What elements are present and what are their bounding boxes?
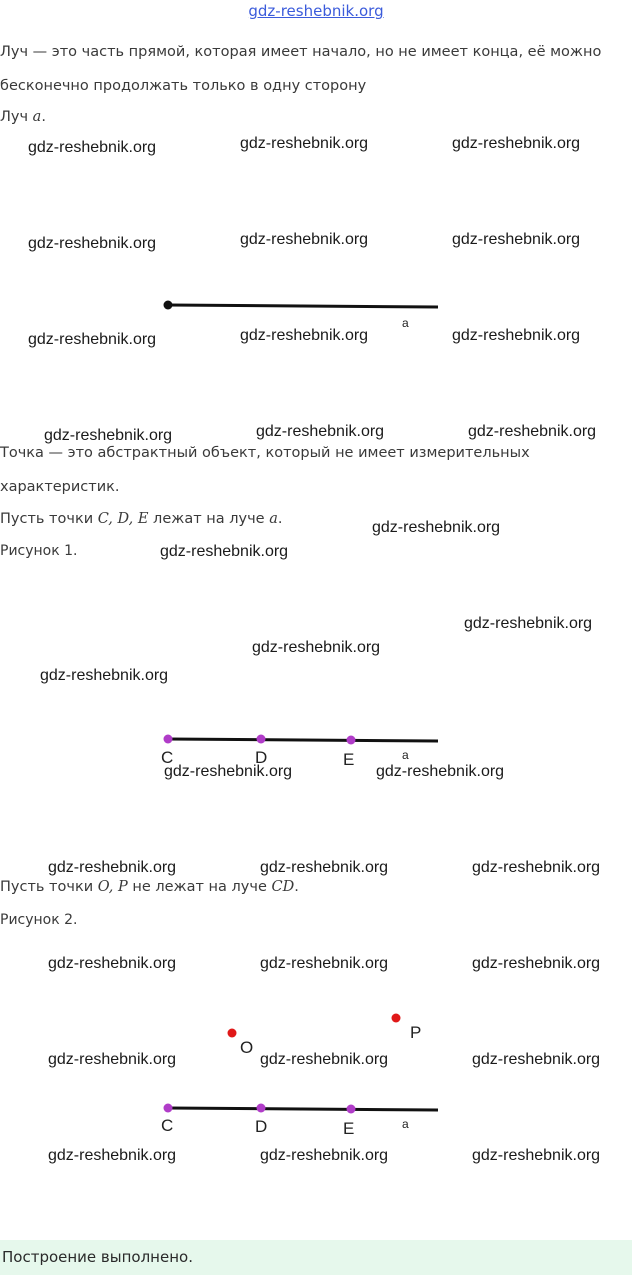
watermark: gdz-reshebnik.org [376, 763, 505, 780]
figure1-point-e [347, 736, 356, 745]
ray-definition-line2: бесконечно продолжать только в одну сторону [0, 78, 367, 94]
watermark: gdz-reshebnik.org [48, 955, 177, 972]
figure1-ray-line [168, 739, 438, 741]
fig1-label-d: D [255, 748, 268, 767]
fig2-label-e: E [343, 1119, 355, 1138]
watermark: gdz-reshebnik.org [472, 955, 601, 972]
watermark: gdz-reshebnik.org [44, 427, 173, 444]
figure1-point-c [164, 735, 173, 744]
fig1-label-e: E [343, 750, 355, 769]
points-ray: a [269, 511, 278, 527]
points-mid: лежат на луче [148, 511, 270, 527]
figure1-caption: Рисунок 1. [0, 543, 78, 559]
watermark: gdz-reshebnik.org [252, 639, 381, 656]
points-off-ray-line: Пусть точки O, P не лежат на луче CD. [0, 879, 299, 895]
ray-figure [164, 301, 439, 310]
figure2-caption: Рисунок 2. [0, 912, 78, 928]
points-prefix: Пусть точки [0, 511, 98, 527]
watermark: gdz-reshebnik.org [468, 423, 597, 440]
watermark: gdz-reshebnik.org [48, 1051, 177, 1068]
watermark: gdz-reshebnik.org [164, 763, 293, 780]
op-vars: O, P [97, 879, 128, 895]
watermark: gdz-reshebnik.org [40, 667, 169, 684]
fig2-label-p: P [410, 1023, 422, 1042]
watermark: gdz-reshebnik.org [452, 135, 581, 152]
watermark: gdz-reshebnik.org [240, 135, 369, 152]
watermark: gdz-reshebnik.org [452, 327, 581, 344]
watermark: gdz-reshebnik.org [48, 859, 177, 876]
ray-definition-line1: Луч — это часть прямой, которая имеет начало, но не имеет конца, её можно [0, 44, 602, 60]
watermark: gdz-reshebnik.org [28, 235, 157, 252]
ray-name-line: Луч a. [0, 109, 46, 125]
watermark: gdz-reshebnik.org [28, 331, 157, 348]
figure2-point-c [164, 1104, 173, 1113]
watermark: gdz-reshebnik.org [260, 955, 389, 972]
ray-line [168, 305, 438, 307]
figure2-ray-line [168, 1108, 438, 1110]
figure1-point-d [257, 735, 266, 744]
watermark: gdz-reshebnik.org [472, 1147, 601, 1164]
watermark: gdz-reshebnik.org [256, 423, 385, 440]
figure2-point-d [257, 1104, 266, 1113]
result-banner [0, 1240, 632, 1275]
watermark: gdz-reshebnik.org [260, 859, 389, 876]
watermark: gdz-reshebnik.org [452, 231, 581, 248]
ray-name-prefix: Луч [0, 109, 33, 125]
point-definition-line2: характеристик. [0, 479, 120, 495]
ray-name-var: a [32, 109, 42, 125]
watermark: gdz-reshebnik.org [372, 519, 501, 536]
site-link[interactable]: gdz-reshebnik.org [248, 2, 384, 20]
watermark: gdz-reshebnik.org [260, 1147, 389, 1164]
fig1-label-a: a [402, 748, 409, 762]
fig2-label-o: O [240, 1038, 254, 1057]
figure2-point-e [347, 1105, 356, 1114]
fig2-label-a: a [402, 1117, 409, 1131]
figure1 [164, 735, 439, 745]
watermark: gdz-reshebnik.org [28, 139, 157, 156]
ray-origin-point [164, 301, 173, 310]
fig2-label-c: C [161, 1116, 174, 1135]
watermark: gdz-reshebnik.org [48, 1147, 177, 1164]
watermark: gdz-reshebnik.org [472, 1051, 601, 1068]
figure2-point-p [392, 1014, 401, 1023]
watermark: gdz-reshebnik.org [472, 859, 601, 876]
points-vars: C, D, E [97, 511, 149, 527]
result-text: Построение выполнено. [2, 1248, 193, 1266]
points-on-ray-line: Пусть точки C, D, E лежат на луче a. [0, 511, 283, 527]
watermark: gdz-reshebnik.org [240, 231, 369, 248]
ray-label-a: a [402, 316, 409, 330]
op-mid: не лежат на луче [127, 879, 272, 895]
fig1-label-c: C [161, 748, 174, 767]
point-definition-line1: Точка — это абстрактный объект, который не имеет измерительных [0, 445, 530, 461]
fig2-label-d: D [255, 1117, 268, 1136]
watermark: gdz-reshebnik.org [464, 615, 593, 632]
op-prefix: Пусть точки [0, 879, 98, 895]
op-ray: CD [271, 879, 295, 895]
watermark: gdz-reshebnik.org [240, 327, 369, 344]
watermark: gdz-reshebnik.org [260, 1051, 389, 1068]
figure2-point-o [228, 1029, 237, 1038]
watermark: gdz-reshebnik.org [160, 543, 289, 560]
